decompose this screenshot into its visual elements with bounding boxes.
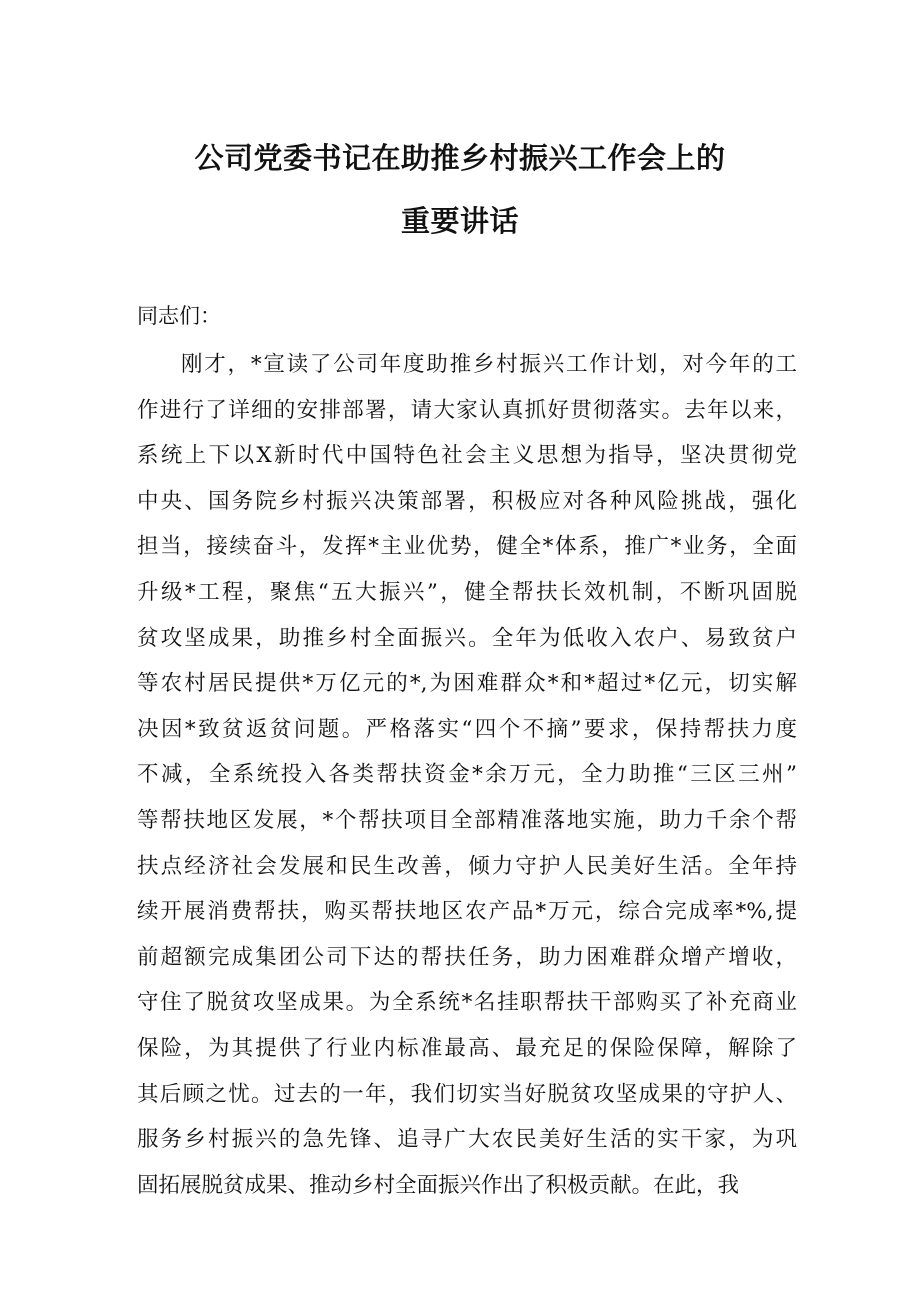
- paragraph-line: 等帮扶地区发展，*个帮扶项目全部精准落地实施，助力千余个帮: [137, 807, 797, 833]
- salutation: 同志们：: [137, 304, 221, 328]
- paragraph-line: 续开展消费帮扶，购买帮扶地区农产品*万元，综合完成率*%,提: [137, 899, 797, 925]
- paragraph-line: 固拓展脱贫成果、推动乡村全面振兴作出了积极贡献。在此，我: [137, 1172, 740, 1198]
- paragraph-line: 服务乡村振兴的急先锋、追寻广大农民美好生活的实干家，为巩: [137, 1127, 797, 1153]
- paragraph-line: 刚才，*宣读了公司年度助推乡村振兴工作计划，对今年的工: [181, 352, 797, 377]
- paragraph-line: 贫攻坚成果，助推乡村全面振兴。全年为低收入农户、易致贫户: [137, 625, 797, 651]
- paragraph-line: 作进行了详细的安排部署，请大家认真抓好贯彻落实。去年以来，: [137, 397, 797, 423]
- paragraph-line: 不减，全系统投入各类帮扶资金*余万元，全力助推“三区三州”: [137, 762, 797, 788]
- paragraph-line: 保险，为其提供了行业内标准最高、最充足的保险保障，解除了: [137, 1035, 797, 1061]
- paragraph-line: 其后顾之忧。过去的一年，我们切实当好脱贫攻坚成果的守护人、: [137, 1081, 797, 1107]
- paragraph-line: 守住了脱贫攻坚成果。为全系统*名挂职帮扶干部购买了补充商业: [137, 990, 797, 1016]
- paragraph-line: 前超额完成集团公司下达的帮扶任务，助力困难群众增产增收，: [137, 944, 797, 970]
- paragraph-line: 等农村居民提供*万亿元的*,为困难群众*和*超过*亿元，切实解: [137, 671, 797, 697]
- paragraph-line: 系统上下以X新时代中国特色社会主义思想为指导，坚决贯彻党: [137, 443, 797, 469]
- paragraph-line: 决因*致贫返贫问题。严格落实“四个不摘”要求，保持帮扶力度: [137, 716, 797, 742]
- document-title-line-2: 重要讲话: [400, 204, 519, 238]
- paragraph-line: 担当，接续奋斗，发挥*主业优势，健全*体系，推广*业务，全面: [137, 534, 797, 560]
- body-paragraph: [137, 342, 797, 1208]
- document-title-line-1: 公司党委书记在助推乡村振兴工作会上的: [194, 141, 726, 175]
- paragraph-line: 升级*工程，聚焦“五大振兴”，健全帮扶长效机制，不断巩固脱: [137, 579, 797, 605]
- paragraph-line: 扶点经济社会发展和民生改善，倾力守护人民美好生活。全年持: [137, 853, 797, 879]
- paragraph-line: 中央、国务院乡村振兴决策部署，积极应对各种风险挑战，强化: [137, 488, 797, 514]
